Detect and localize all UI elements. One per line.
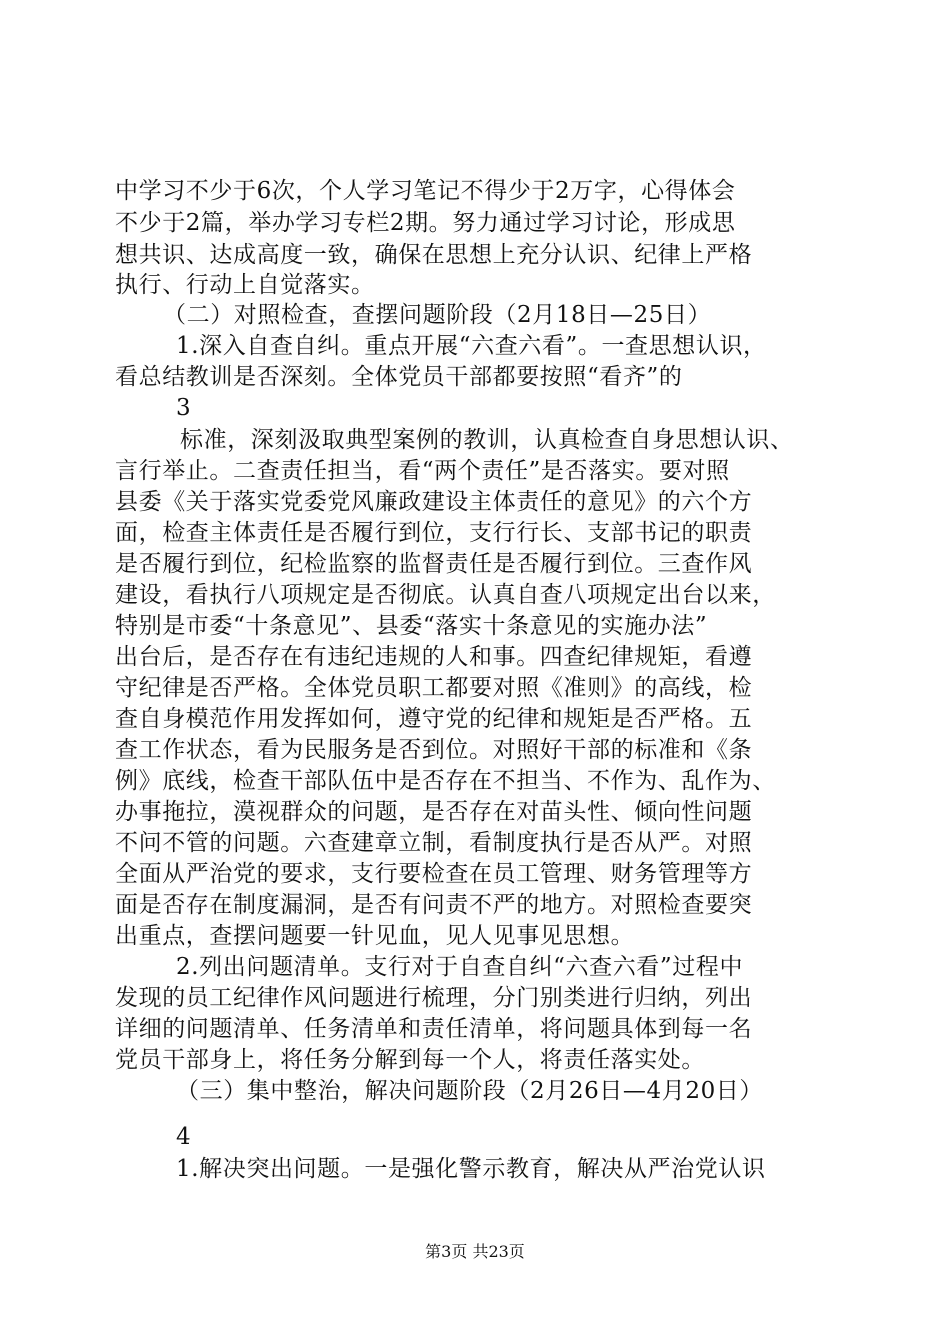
text-line: 全面从严治党的要求，支行要检查在员工管理、财务管理等方 xyxy=(115,861,753,887)
text-line: 办事拖拉，漠视群众的问题，是否存在对苗头性、倾向性问题 xyxy=(115,799,753,825)
text-line: 出重点，查摆问题要一针见血，见人见事见思想。 xyxy=(115,923,635,949)
text-line: 执行、行动上自觉落实。 xyxy=(115,272,375,298)
text-line: 党员干部身上，将任务分解到每一个人，将责任落实处。 xyxy=(115,1047,705,1073)
text-line: 是否履行到位，纪检监察的监督责任是否履行到位。三查作风 xyxy=(115,551,753,577)
text-line: 例》底线，检查干部队伍中是否存在不担当、不作为、乱作为、 xyxy=(115,768,776,794)
text-line: 中学习不少于6次，个人学习笔记不得少于2万字，心得体会 xyxy=(115,178,736,204)
text-line: 建设，看执行八项规定是否彻底。认真自查八项规定出台以来， xyxy=(115,582,776,608)
text-line: 1.深入自查自纠。重点开展“六查六看”。一查思想认识， xyxy=(176,333,767,359)
text-line: 不问不管的问题。六查建章立制，看制度执行是否从严。对照 xyxy=(115,830,753,856)
text-line: 出台后，是否存在有违纪违规的人和事。四查纪律规矩，看遵 xyxy=(115,644,753,670)
text-line: 面是否存在制度漏洞，是否有问责不严的地方。对照检查要突 xyxy=(115,892,753,918)
text-line: 面，检查主体责任是否履行到位，支行行长、支部书记的职责 xyxy=(115,520,753,546)
text-line: 看总结教训是否深刻。全体党员干部都要按照“看齐”的 xyxy=(115,364,683,390)
text-line: 查工作状态，看为民服务是否到位。对照好干部的标准和《条 xyxy=(115,737,753,763)
text-line: 县委《关于落实党委党风廉政建设主体责任的意见》的六个方 xyxy=(115,489,753,515)
text-line: 1.解决突出问题。一是强化警示教育，解决从严治党认识 xyxy=(176,1156,766,1182)
text-line: 言行举止。二查责任担当，看“两个责任”是否落实。要对照 xyxy=(115,458,730,484)
text-line: 特别是市委“十条意见”、县委“落实十条意见的实施办法” xyxy=(115,613,708,639)
page-marker: 4 xyxy=(176,1124,192,1150)
page-footer: 第3页 共23页 xyxy=(425,1242,525,1261)
text-line: 2.列出问题清单。支行对于自查自纠“六查六看”过程中 xyxy=(176,954,744,980)
section-heading: （二）对照检查，查摆问题阶段（2月18日—25日） xyxy=(163,302,712,328)
text-line: 标准，深刻汲取典型案例的教训，认真检查自身思想认识、 xyxy=(180,427,794,453)
text-line: 不少于2篇，举办学习专栏2期。努力通过学习讨论，形成思 xyxy=(115,210,736,236)
text-line: 守纪律是否严格。全体党员职工都要对照《准则》的高线，检 xyxy=(115,675,753,701)
text-line: 想共识、达成高度一致，确保在思想上充分认识、纪律上严格 xyxy=(115,242,753,268)
section-heading: （三）集中整治，解决问题阶段（2月26日—4月20日） xyxy=(176,1078,763,1104)
page-marker: 3 xyxy=(176,395,192,421)
text-line: 查自身模范作用发挥如何，遵守党的纪律和规矩是否严格。五 xyxy=(115,706,753,732)
text-line: 详细的问题清单、任务清单和责任清单，将问题具体到每一名 xyxy=(115,1016,753,1042)
text-line: 发现的员工纪律作风问题进行梳理，分门别类进行归纳，列出 xyxy=(115,985,753,1011)
